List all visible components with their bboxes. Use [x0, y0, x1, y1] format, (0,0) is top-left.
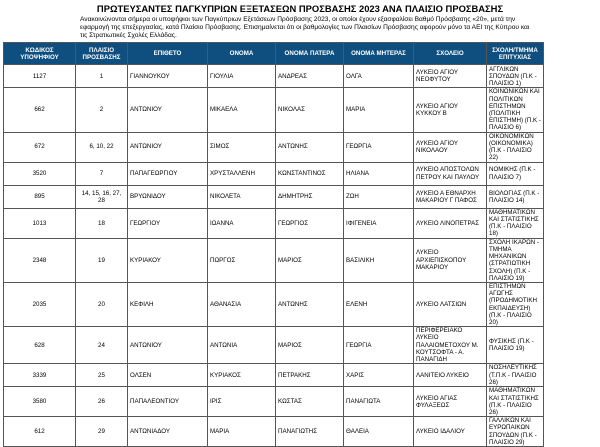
cell-school: ΛΥΚΕΙΟ ΛΑΤΣΙΩΝ [414, 282, 487, 326]
cell-father-name: ΚΩΝΣΤΑΝΤΙΝΟΣ [276, 162, 344, 185]
intro-paragraph: Ανακοινώνονται σήμερα οι υποψήφιοι των Παγκύπριων Εξετάσεων Πρόσβασης 2023, οι οποίοι έχουν εξασφαλίσει Βαθμό Πρόσβασης «20», μετά την εφαρμογή της επεξεργασίας, κατά Πλαίσιο Πρόσβασης. Επισημαίνεται ότι οι βαθμολογίες των Πλαισίων Πρόσβασης αφορούν μόνο τα ΑΕΙ της Κύπρου και τις Στρατιωτικές Σχολές Ελλάδας. [80, 16, 530, 40]
cell-department: ΕΠΙΣΤΗΜΩΝ ΑΓΩΓΗΣ (ΠΡΟΔΗΜΟΤΙΚΗ ΕΚΠΑΙΔΕΥΣΗ) (Π.Κ - ΠΛΑΙΣΙΟ 20) [487, 282, 544, 326]
cell-department: ΒΙΟΛΟΓΙΑΣ (Π.Κ - ΠΛΑΙΣΙΟ 14) [487, 185, 544, 208]
cell-school: ΛΥΚΕΙΟ ΑΓΙΟΥ ΚΥΚΚΟΥ Β [414, 88, 487, 132]
cell-first-name: ΑΝΤΩΝΙΑ [208, 327, 276, 364]
cell-school: ΛΥΚΕΙΟ ΑΓΙΑΣ ΦΥΛΑΞΕΩΣ [414, 387, 487, 417]
cell-access-framework: 14, 15, 16, 27, 28 [76, 185, 128, 208]
header-school: ΣΧΟΛΕΙΟ [414, 43, 487, 65]
cell-first-name: ΜΙΚΑΕΛΑ [208, 88, 276, 132]
cell-department: ΝΟΣΗΛΕΥΤΙΚΗΣ (Τ.Π.Κ - ΠΛΑΙΣΙΟ 26) [487, 364, 544, 387]
table-row [4, 132, 544, 162]
cell-access-framework: 6, 10, 22 [76, 132, 128, 162]
cell-father-name: ΜΑΡΙΟΣ [276, 327, 344, 364]
cell-candidate-code: 672 [4, 132, 76, 162]
cell-candidate-code: 612 [4, 417, 76, 447]
cell-first-name: ΠΩΡΓΟΣ [208, 238, 276, 282]
cell-department: ΓΑΛΛΙΚΩΝ ΚΑΙ ΕΥΡΩΠΑΙΚΩΝ ΣΠΟΥΔΩΝ (Π.Κ - ΠΛΑΙΣΙΟ 29) [487, 417, 544, 447]
cell-surname: ΓΕΩΡΓΙΟΥ [128, 208, 208, 238]
cell-school: ΛΥΚΕΙΟ ΑΓΙΟΥ ΝΕΟΦΥΤΟΥ [414, 65, 487, 88]
cell-mother-name: ΓΕΩΡΓΙΑ [344, 132, 414, 162]
cell-candidate-code: 3580 [4, 387, 76, 417]
cell-father-name: ΑΝΔΡΕΑΣ [276, 65, 344, 88]
cell-surname: ΑΝΤΩΝΙΟΥ [128, 88, 208, 132]
cell-department: ΣΧΟΛΗ ΙΚΑΡΩΝ - ΤΜΗΜΑ ΜΗΧΑΝΙΚΩΝ (ΣΤΡΑΤΙΩΤΙΚΗ ΣΧΟΛΗ) (Π.Κ - ΠΛΑΙΣΙΟ 19) [487, 238, 544, 282]
cell-access-framework: 19 [76, 238, 128, 282]
cell-father-name: ΝΙΚΟΛΑΣ [276, 88, 344, 132]
cell-school: ΛΑΝΙΤΕΙΟ ΛΥΚΕΙΟ [414, 364, 487, 387]
cell-surname: ΠΑΠΑΓΕΩΡΓΙΟΥ [128, 162, 208, 185]
table-row [4, 162, 544, 185]
cell-candidate-code: 1013 [4, 208, 76, 238]
cell-mother-name: ΠΑΝΑΓΙΩΤΑ [344, 387, 414, 417]
cell-surname: ΑΝΤΩΝΙΑΔΟΥ [128, 417, 208, 447]
table-row [4, 417, 544, 447]
cell-father-name: ΚΩΣΤΑΣ [276, 387, 344, 417]
table-row [4, 282, 544, 326]
cell-access-framework: 7 [76, 162, 128, 185]
cell-first-name: ΜΑΡΙΑ [208, 417, 276, 447]
cell-candidate-code: 1127 [4, 65, 76, 88]
header-mother-name: ΟΝΟΜΑ ΜΗΤΕΡΑΣ [344, 43, 414, 65]
cell-first-name: ΝΙΚΟΛΕΤΑ [208, 185, 276, 208]
cell-father-name: ΓΕΩΡΓΙΟΣ [276, 208, 344, 238]
cell-school: ΛΥΚΕΙΟ ΑΓΙΟΥ ΝΙΚΟΛΑΟΥ [414, 132, 487, 162]
cell-school: ΛΥΚΕΙΟ ΙΔΑΛΙΟΥ [414, 417, 487, 447]
cell-surname: ΑΝΤΩΝΙΟΥ [128, 132, 208, 162]
cell-school: ΛΥΚΕΙΟ ΑΡΧΙΕΠΙΣΚΟΠΟΥ ΜΑΚΑΡΙΟΥ [414, 238, 487, 282]
cell-candidate-code: 2348 [4, 238, 76, 282]
cell-surname: ΚΥΡΙΑΚΟΥ [128, 238, 208, 282]
cell-department: ΚΟΙΝΩΝΙΚΩΝ ΚΑΙ ΠΟΛΙΤΙΚΩΝ ΕΠΙΣΤΗΜΩΝ (ΠΟΛΙΤΙΚΗ ΕΠΙΣΤΗΜΗ) (Π.Κ - ΠΛΑΙΣΙΟ 6) [487, 88, 544, 132]
cell-father-name: ΔΗΜΗΤΡΗΣ [276, 185, 344, 208]
cell-department: ΝΟΜΙΚΗΣ (Π.Κ - ΠΛΑΙΣΙΟ 7) [487, 162, 544, 185]
document-title: ΠΡΩΤΕΥΣΑΝΤΕΣ ΠΑΓΚΥΠΡΙΩΝ ΕΞΕΤΑΣΕΩΝ ΠΡΟΣΒΑΣΗΣ 2023 ΑΝΑ ΠΛΑΙΣΙΟ ΠΡΟΣΒΑΣΗΣ [96, 3, 504, 14]
cell-access-framework: 25 [76, 364, 128, 387]
cell-school: ΠΕΡΙΦΕΡΕΙΑΚΟ ΛΥΚΕΙΟ ΠΑΛΑΙΟΜΕΤΟΧΟΥ Μ. ΚΟΥΤΣΟΦΤΑ - Α. ΠΑΝΑΓΙΔΗ [414, 327, 487, 364]
cell-candidate-code: 2035 [4, 282, 76, 326]
cell-department: ΟΙΚΟΝΟΜΙΚΩΝ (ΟΙΚΟΝΟΜΙΚΑ) (Π.Κ - ΠΛΑΙΣΙΟ 22) [487, 132, 544, 162]
cell-first-name: ΧΡΥΣΤΑΛΛΕΝΗ [208, 162, 276, 185]
cell-access-framework: 29 [76, 417, 128, 447]
table-row [4, 65, 544, 88]
cell-access-framework: 1 [76, 65, 128, 88]
cell-school: ΛΥΚΕΙΟ ΑΠΟΣΤΟΛΩΝ ΠΕΤΡΟΥ ΚΑΙ ΠΑΥΛΟΥ [414, 162, 487, 185]
cell-department: ΜΑΘΗΜΑΤΙΚΩΝ ΚΑΙ ΣΤΑΤΙΣΤΙΚΗΣ (Π.Κ - ΠΛΑΙΣΙΟ 26) [487, 387, 544, 417]
cell-department: ΜΑΘΗΜΑΤΙΚΩΝ ΚΑΙ ΣΤΑΤΙΣΤΙΚΗΣ (Π.Κ - ΠΛΑΙΣΙΟ 18) [487, 208, 544, 238]
table-row [4, 88, 544, 132]
table-row [4, 327, 544, 364]
table-header-row [4, 43, 544, 65]
table-row [4, 387, 544, 417]
cell-father-name: ΠΕΤΡΑΚΗΣ [276, 364, 344, 387]
results-table [3, 42, 544, 447]
cell-school: ΛΥΚΕΙΟ Α ΕΘΝΑΡΧΗ ΜΑΚΑΡΙΟΥ Γ ΠΑΦΟΣ [414, 185, 487, 208]
header-surname: ΕΠΙΘΕΤΟ [128, 43, 208, 65]
table-row [4, 208, 544, 238]
cell-department: ΑΓΓΛΙΚΩΝ ΣΠΟΥΔΩΝ (Π.Κ - ΠΛΑΙΣΙΟ 1) [487, 65, 544, 88]
cell-mother-name: ΙΦΙΓΕΝΕΙΑ [344, 208, 414, 238]
cell-mother-name: ΕΛΕΝΗ [344, 282, 414, 326]
header-first-name: ΟΝΟΜΑ [208, 43, 276, 65]
cell-father-name: ΠΑΝΑΓΙΩΤΗΣ [276, 417, 344, 447]
cell-first-name: ΙΡΙΣ [208, 387, 276, 417]
cell-mother-name: ΓΕΩΡΓΙΑ [344, 327, 414, 364]
cell-mother-name: ΒΑΣΙΛΙΚΗ [344, 238, 414, 282]
cell-access-framework: 20 [76, 282, 128, 326]
cell-candidate-code: 3339 [4, 364, 76, 387]
cell-candidate-code: 662 [4, 88, 76, 132]
table-row [4, 238, 544, 282]
cell-father-name: ΜΑΡΙΟΣ [276, 238, 344, 282]
cell-access-framework: 18 [76, 208, 128, 238]
cell-candidate-code: 895 [4, 185, 76, 208]
cell-candidate-code: 3520 [4, 162, 76, 185]
cell-father-name: ΑΝΤΩΝΗΣ [276, 282, 344, 326]
cell-department: ΦΥΣΙΚΗΣ (Π.Κ - ΠΛΑΙΣΙΟ 19) [487, 327, 544, 364]
cell-access-framework: 24 [76, 327, 128, 364]
table-row [4, 364, 544, 387]
cell-first-name: ΙΩΑΝΝΑ [208, 208, 276, 238]
header-access-framework: ΠΛΑΙΣΙΟ ΠΡΟΣΒΑΣΗΣ [76, 43, 128, 65]
cell-first-name: ΣΙΜΟΣ [208, 132, 276, 162]
cell-first-name: ΑΘΑΝΑΣΙΑ [208, 282, 276, 326]
cell-mother-name: ΘΑΛΕΙΑ [344, 417, 414, 447]
cell-surname: ΠΑΠΑΛΕΟΝΤΙΟΥ [128, 387, 208, 417]
cell-access-framework: 2 [76, 88, 128, 132]
header-department: ΣΧΟΛΗ/ΤΜΗΜΑ ΕΠΙΤΥΧΙΑΣ [487, 43, 544, 65]
table-row [4, 185, 544, 208]
cell-surname: ΒΡΥΩΝΙΔΟΥ [128, 185, 208, 208]
cell-first-name: ΚΥΡΙΑΚΟΣ [208, 364, 276, 387]
header-candidate-code: ΚΩΔΙΚΟΣ ΥΠΟΨΗΦΙΟΥ [4, 43, 76, 65]
cell-mother-name: ΧΑΡΙΣ [344, 364, 414, 387]
cell-surname: ΚΕΦΙΛΗ [128, 282, 208, 326]
cell-first-name: ΓΙΟΥΛΙΑ [208, 65, 276, 88]
cell-father-name: ΑΝΤΩΝΗΣ [276, 132, 344, 162]
cell-surname: ΟΛΣΕΝ [128, 364, 208, 387]
cell-candidate-code: 628 [4, 327, 76, 364]
header-father-name: ΟΝΟΜΑ ΠΑΤΕΡΑ [276, 43, 344, 65]
cell-surname: ΓΙΑΝΝΟΥΚΟΥ [128, 65, 208, 88]
cell-school: ΛΥΚΕΙΟ ΛΙΝΟΠΕΤΡΑΣ [414, 208, 487, 238]
cell-surname: ΑΝΤΩΝΙΟΥ [128, 327, 208, 364]
cell-mother-name: ΖΩΗ [344, 185, 414, 208]
cell-mother-name: ΟΛΓΑ [344, 65, 414, 88]
cell-mother-name: ΗΛΙΑΝΑ [344, 162, 414, 185]
cell-mother-name: ΜΑΡΙΑ [344, 88, 414, 132]
cell-access-framework: 26 [76, 387, 128, 417]
